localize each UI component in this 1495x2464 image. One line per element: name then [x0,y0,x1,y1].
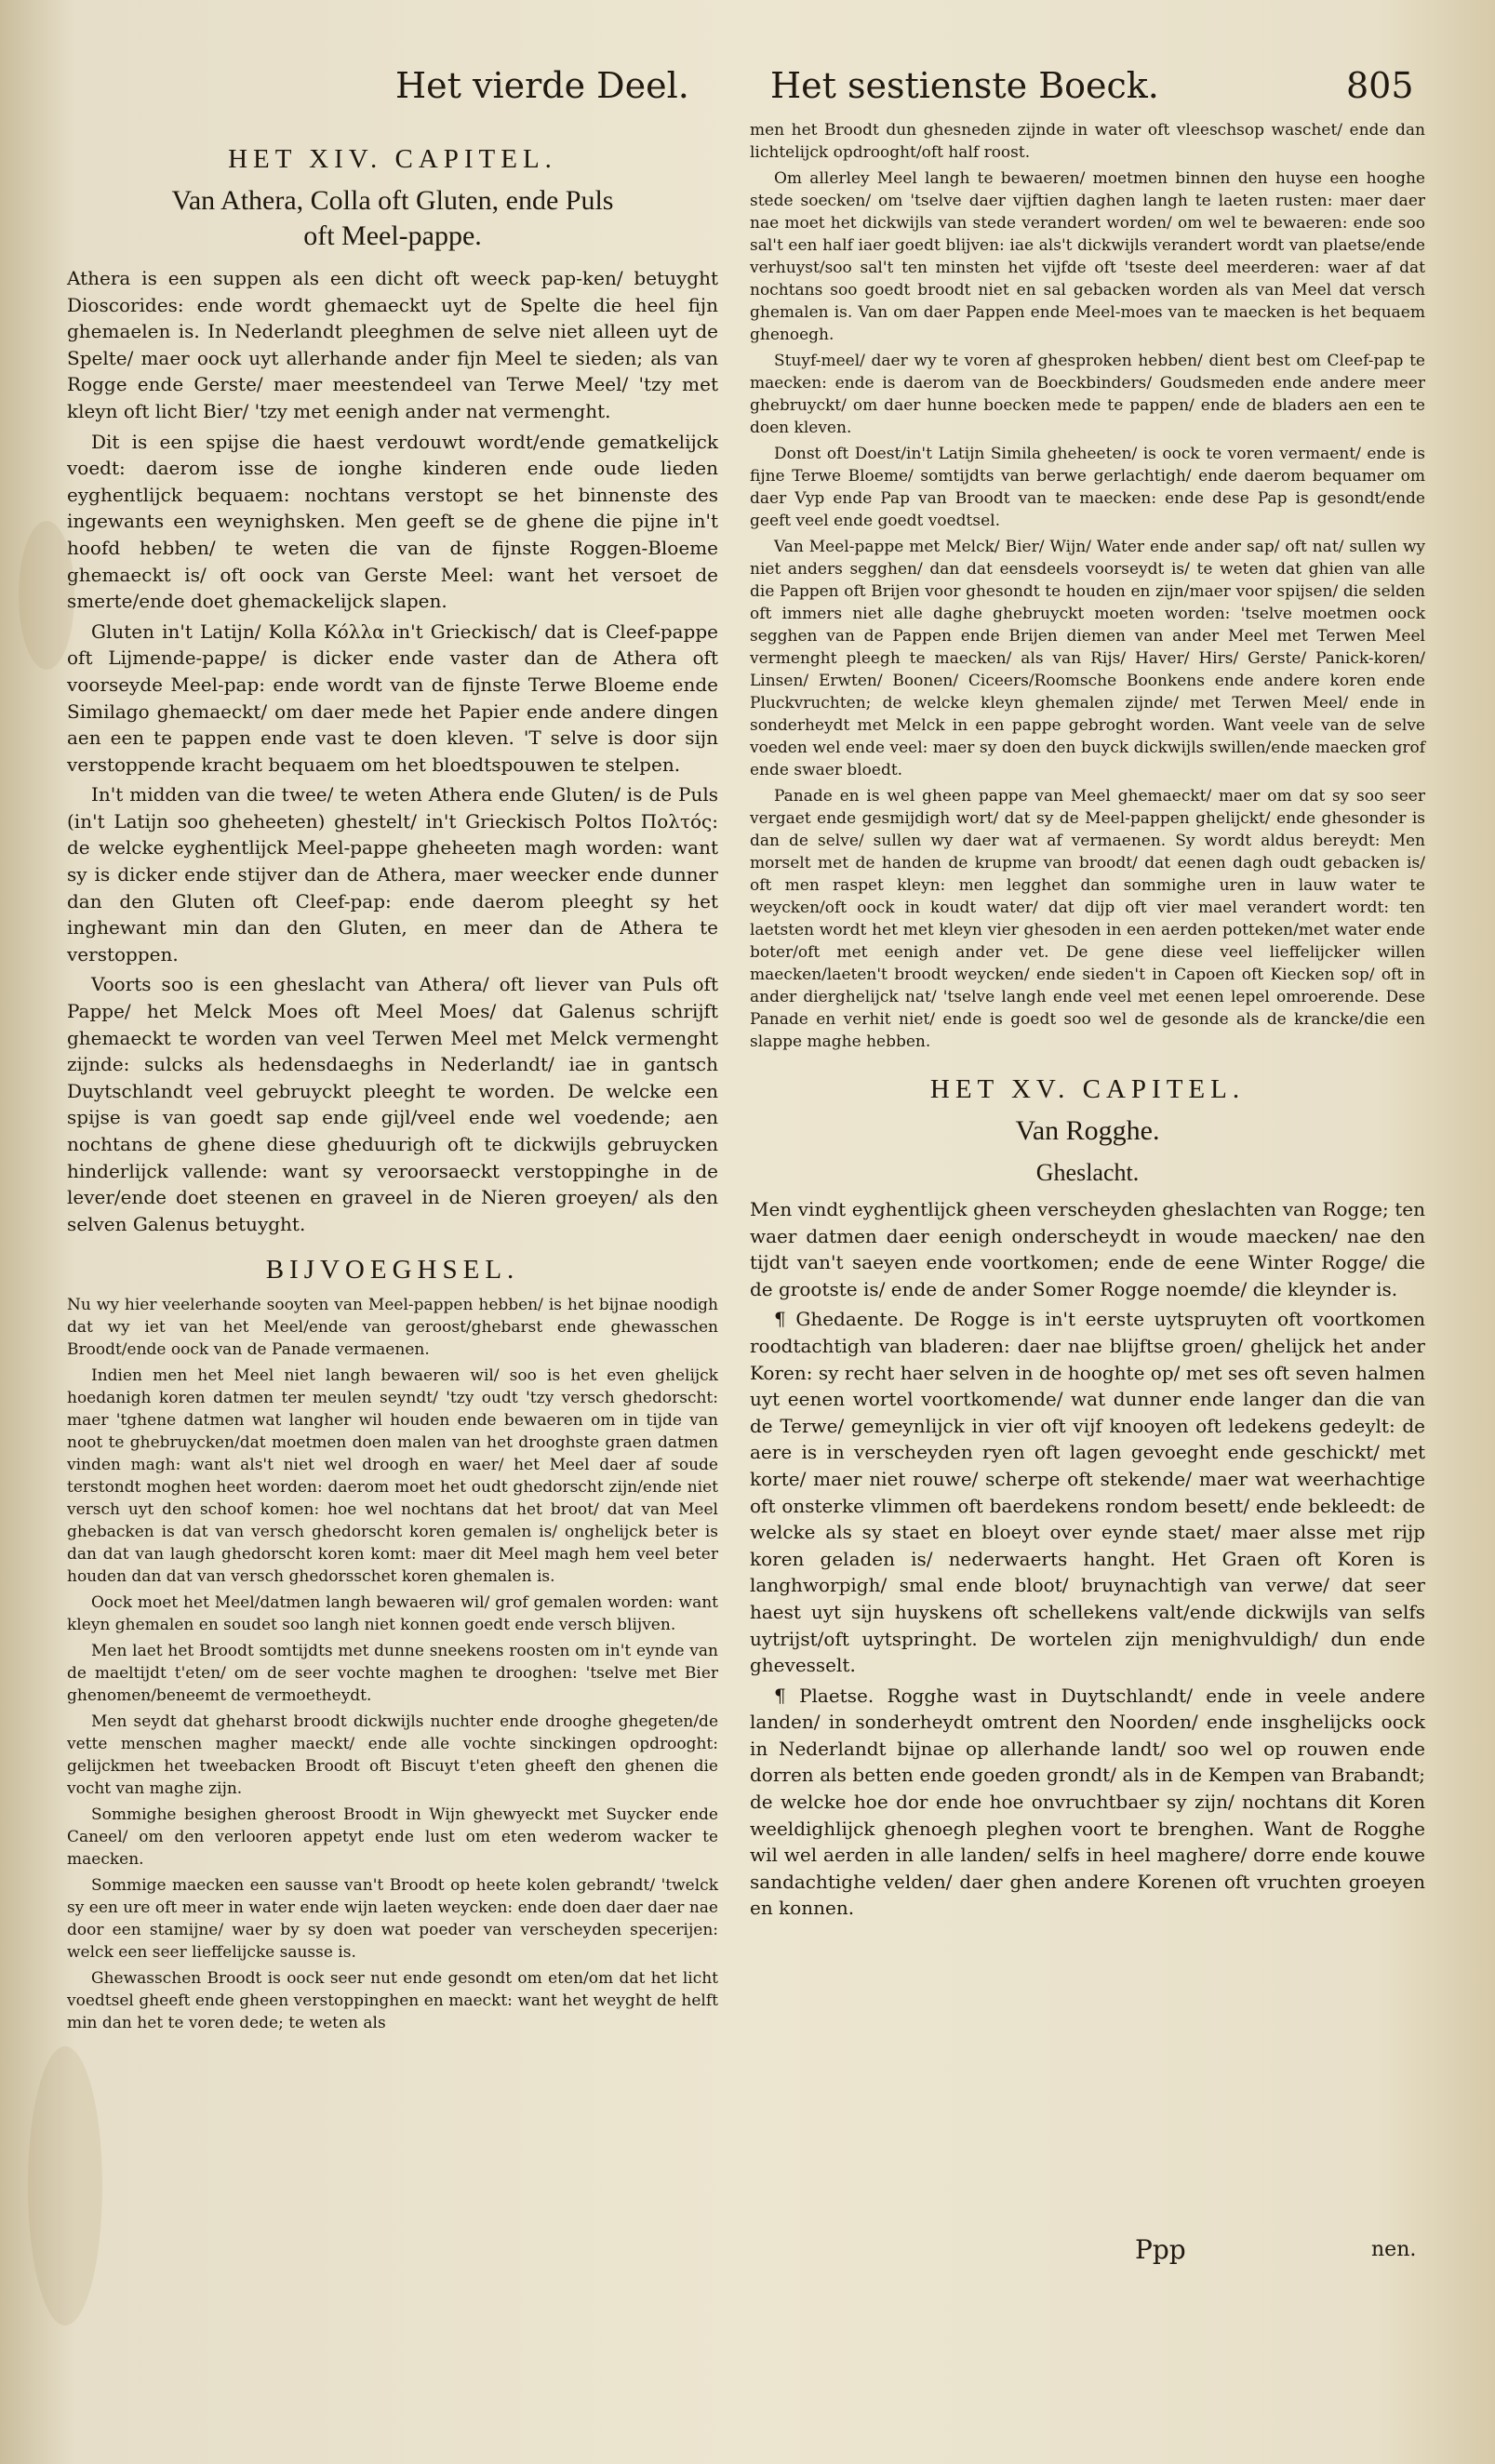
chapter-title: Van Rogghe. [1015,1115,1160,1146]
continuation-paragraph: men het Broodt dun ghesneden zijnde in water oft vleeschsop waschet/ ende dan lichtelijck opdrooght/oft half roost. [750,121,1425,162]
paper-stain [28,2046,102,2325]
continuation-paragraph: Van Meel-pappe met Melck/ Bier/ Wijn/ Water ende ander sap/ oft nat/ sullen wy niet anders segghen/ dan dat eensdeels voorseydt is/ te weten dat ghien van alle die Pappen oft Brijen voor ghesondt te houden en zijn/maer voor spijsen/ die selden oft immers niet alle daghe ghebruyckt moeten worden: 'tselve moetmen oock segghen van de Pappen ende Brijen diemen van ander Meel met Terwen Meel vermenght pleegh te maecken/ als van Rijs/ Haver/ Hirs/ Gerste/ Panick-koren/ Linsen/ Erwten/ Boonen/ Ciceers/Roomsche Boonkens ende andere koren ende Pluckvruchten; de welcke kleyn ghemalen zijnde/ met Terwen Meel/ ende in sonderheydt met Melck in een pappe gebroght worden. Want veele van de selve voeden wel ende veel: maer sy doen den buyck dickwijls swillen/ende maecken grof ende swaer bloedt. [750,538,1425,779]
supplement-paragraph: Indien men het Meel niet langh bewaeren wil/ soo is het even ghelijck hoedanigh koren datmen ter meulen seyndt/ 'tzy oudt 'tzy versch ghedorscht: maer 'tghene datmen wat langher wil houden ende bewaeren om in tijde van noot te ghebruycken/dat moetmen doen malen van het drooghste graen datmen vinden magh: want als't niet wel droogh en waer/ het Meel daer af soude terstondt moghen heet worden: daerom moet het oudt ghedorscht zijn/ende niet versch uyt den schoof komen: hoe wel nochtans dat het broot/ dat van Meel ghebacken is dat van versch ghedorscht koren gemalen is/ onghelijck beter is dan dat van laugh ghedorscht koren komt: maer dit Meel magh hem veel beter houden dan dat van versch ghedorsschet koren ghemalen is. [67,1366,718,1587]
supplement-paragraph: Men seydt dat gheharst broodt dickwijls nuchter ende drooghe ghegeten/de vette menschen magher maeckt/ ende alle vochte sinckingen opdrooght: gelijckmen het tweebacken Broodt oft Biscuyt t'eten gheeft den ghenen die vocht van maghe zijn. [67,1712,718,1799]
paper-stain [19,521,74,670]
header-right: Het sestienste Boeck. [770,65,1159,106]
chapter-heading: HET XV. CAPITEL. [929,1074,1246,1104]
supplement-paragraph: Sommige maecken een sausse van't Broodt op heete kolen gebrandt/ 'twelck sy een ure oft meer in water ende wijn laeten weycken: ende doen daer daer nae door een stamijne/ waer by sy doen wat poeder van verscheyden specerijen: welck een seer lieffelijcke sausse is. [67,1876,718,1963]
supplement-paragraph: Nu wy hier veelerhande sooyten van Meel-pappen hebben/ is het bijnae noodigh dat wy iet van het Meel/ende van geroost/ghebarst ende ghewasschen Broodt/ende oock van de Panade vermaenen. [67,1296,718,1360]
paragraph: Athera is een suppen als een dicht oft weeck pap-ken/ betuyght Dioscorides: ende wordt ghemaeckt uyt de Spelte die heel fijn ghemaelen is. In Nederlandt pleeghmen de selve niet alleen uyt de Spelte/ maer oock uyt allerhande ander fijn Meel te sieden; als van Rogge ende Gerste/ maer meestendeel van Terwe Meel/ 'tzy met kleyn oft licht Bier/ 'tzy met eenigh ander nat vermenght. [67,267,718,422]
running-header [0,65,1495,121]
continuation-paragraph: Stuyf-meel/ daer wy te voren af ghesproken hebben/ dient best om Cleef-pap te maecken: ende is daerom van de Boeckbinders/ Goudsmeden ende andere meer ghebruyckt/ om daer hunne boecken mede te pappen/ ende de bladers aen een te doen kleven. [750,352,1425,437]
paragraph: ¶ Ghedaente. De Rogge is in't eerste uytspruyten oft voortkomen roodtachtigh van bladeren: daer nae blijftse groen/ ghelijck het ander Koren: sy recht haer selven in de hooghte op/ met ses oft seven halmen uyt eenen wortel voortkomende/ wat dunner ende langer dan die van de Terwe/ gemeynlijck in vier oft vijf knooyen oft ledekens gedeylt: de aere is in verscheyden ryen oft lagen gevoeght ende geschickt/ met korte/ maer niet rouwe/ scherpe oft stekende/ maer wat weerhachtige oft onsterke vlimmen oft baerdekens rondom besett/ ende bekleedt: de welcke als sy staet en bloeyt over eynde staet/ maer alsse met rijp koren geladen is/ nederwaerts hanght. Het Graen oft Koren is langhworpigh/ smal ende bloot/ bruynachtigh van verwe/ dat seer haest uyt sijn huyskens oft schellekens valt/ende dickwijls van selfs uytrijst/oft uytspringht. De wortelen zijn menighvuldigh/ dun ende ghevesselt. [750,1308,1425,1677]
supplement-paragraph: Ghewasschen Broodt is oock seer nut ende gesondt om eten/om dat het licht voedtsel gheeft ende gheen verstoppinghen en maeckt: want het weyght de helft min dan het te voren dede; te weten als [67,1969,718,2033]
paragraph: Men vindt eyghentlijck gheen verscheyden gheslachten van Rogge; ten waer datmen daer eenigh onderscheydt in woude maecken/ nae den tijdt van't saeyen ende voortkomen; ende de eene Winter Rogge/ die de grootste is/ ende de ander Somer Rogge noemde/ die kleynder is. [750,1198,1425,1300]
catchword: nen. [1371,2238,1417,2261]
paragraph: Gluten in't Latijn/ Kolla Κόλλα in't Grieckisch/ dat is Cleef-pappe oft Lijmende-pappe/ is dicker ende vaster dan de Athera oft voorseyde Meel-pap: ende wordt van de fijnste Terwe Bloeme ende Similago ghemaeckt/ om daer mede het Papier ende andere dingen aen een te pappen ende vast te doen kleven. 'T selve is door sijn verstoppende kracht bequaem om het bloedtspouwen te stelpen. [67,619,718,776]
signature-mark: Ppp [1135,2234,1186,2265]
supplement-paragraph: Oock moet het Meel/datmen langh bewaeren wil/ grof gemalen worden: want kleyn ghemalen en soudet soo langh niet konnen goedt ende versch blijven. [67,1593,718,1635]
left-column [67,130,718,2038]
continuation-paragraph: Donst oft Doest/in't Latijn Simila gheheeten/ is oock te voren vermaent/ ende is fijne Terwe Bloeme/ somtijdts van berwe gerlachtigh/ ende daerom bequamer om daer Vyp ende Pap van Broodt van te maecken: ende dese Pap is gesondt/ende geeft veel ende goedt voedtsel. [750,445,1425,530]
supplement-paragraph: Sommighe besighen gheroost Broodt in Wijn ghewyeckt met Suycker ende Caneel/ om den verlooren appetyt ende lust om eten wederom wacker te maecken. [67,1805,718,1870]
chapter-title-line-1: Van Athera, Colla oft Gluten, ende Puls [171,185,614,216]
page-number: 805 [1346,65,1414,106]
right-column [750,119,1425,1925]
chapter-title-line-2: oft Meel-pappe. [303,220,482,251]
chapter-title [67,183,718,254]
paragraph: In't midden van die twee/ te weten Athera ende Gluten/ is de Puls (in't Latijn soo gheheeten) ghestelt/ in't Grieckisch Poltos Πολτός: de welcke eyghentlijck Meel-pappe gheheeten magh worden: want sy is dicker ende stijver dan de Athera, maer weecker ende dunner dan den Gluten oft Cleef-pap: ende daerom pleeght sy het inghewant min dan den Gluten, en meer dan de Athera te verstoppen. [67,783,718,966]
supplement-heading: BIJVOEGHSEL. [265,1255,520,1285]
supplement-paragraph: Men laet het Broodt somtijdts met dunne sneekens roosten om in't eynde van de maeltijdt t'eten/ om de seer vochte maghen te drooghen: 'tselve met Bier ghenomen/beneemt de vermoetheydt. [67,1642,718,1706]
paragraph: Dit is een spijse die haest verdouwt wordt/ende gematkelijck voedt: daerom isse de ionghe kinderen ende oude lieden eyghentlijck bequaem: nochtans verstopt se het binnenste des ingewants een weynighsken. Men geeft se de ghene die pijne in't hoofd hebben/ te weten die van de fijnste Roggen-Bloeme ghemaeckt is/ oft oock van Gerste Meel: want het versoet de smerte/ende doet ghemackelijck slapen. [67,430,718,613]
section-subtitle: Gheslacht. [1035,1159,1140,1186]
header-left: Het vierde Deel. [395,65,689,106]
continuation-paragraph: Panade en is wel gheen pappe van Meel ghemaeckt/ maer om dat sy soo seer vergaet ende gesmijdigh wort/ dat sy de Meel-pappen ghelijckt/ ende ghesonder is dan de selve/ sullen wy daer wat af vermaenen. Sy wordt aldus bereydt: Men morselt met de handen de krupme van broodt/ dat eenen dagh oudt gebacken is/ oft men raspet kleyn: men legghet dan sommighe uren in lauw water te weycken/oft oock in koudt water/ dat dijp oft vier mael verandert wordt: ten laetsten wordt het met kleyn vier ghesoden in een aerden potteken/met water ende boter/oft met eenigh ander vet. De gene diese veel lieffelijcker willen maecken/laeten't broodt weycken/ ende sieden't in Capoen oft Kiecken sop/ oft in ander dierghelijck nat/ 'tselve langh ende veel met eenen lepel omroerende. Dese Panade en verhit niet/ ende is goedt soo wel de gesonde als de krancke/die een slappe maghe hebben. [750,787,1425,1051]
paragraph: ¶ Plaetse. Rogghe wast in Duytschlandt/ ende in veele andere landen/ in sonderheydt omtrent den Noorden/ ende insghelijcks oock in Nederlandt bijnae op allerhande landt/ soo wel op rouwen ende dorren als betten ende goeden grondt/ als in de Kempen van Brabandt; de welcke hoe dor ende hoe onvruchtbaer sy zijn/ nochtans dit Koren weeldighlijck ghenoegh pleghen voort te brenghen. Want de Rogghe wil wel aerden in alle landen/ selfs in heel maghere/ dorre ende kouwe sandachtighe velden/ daer ghen andere Korenen oft vruchten groeyen en konnen. [750,1684,1425,1920]
continuation-paragraph: Om allerley Meel langh te bewaeren/ moetmen binnen den huyse een hooghe stede soecken/ om 'tselve daer vijftien daghen langh te laeten rusten: maer daer nae moet het dickwijls van stede verandert worden/ om wel te bewaeren: ende soo sal't een half iaer goedt blijven: iae als't dickwijls verandert wordt van plaetse/ende verhuyst/soo sal't ten minsten het vijfde oft 'tseste deel meerderen: waer af dat nochtans soo goedt broodt niet en sal gebacken worden als van Meel dat versch ghemalen is. Van om daer Pappen ende Meel-moes van te maecken is het bequaem ghenoegh. [750,169,1425,344]
chapter-heading: HET XIV. CAPITEL. [228,144,557,174]
paragraph: Voorts soo is een gheslacht van Athera/ oft liever van Puls oft Pappe/ het Melck Moes oft Meel Moes/ dat Galenus schrijft ghemaeckt te worden van veel Terwen Meel met Melck vermenght zijnde: sulcks als hedensdaeghs in Nederlandt/ iae in gantsch Duytschlandt veel gebruyckt pleeght te worden. De welcke een spijse is van goedt sap ende gijl/veel ende wel voedende; aen nochtans de ghene diese gheduurigh oft te dickwijls gebruycken hinderlijck vallende: want sy veroorsaeckt verstoppinghe in de lever/ende doet steenen en graveel in de Nieren groeyen/ als den selven Galenus betuyght. [67,973,718,1235]
